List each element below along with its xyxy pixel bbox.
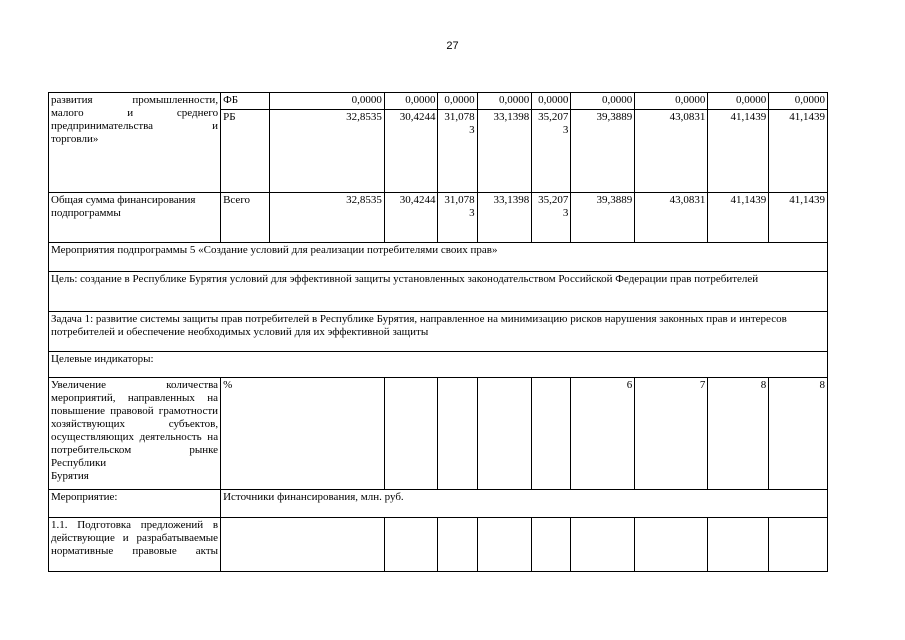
value-cell: 33,1398: [477, 110, 532, 193]
program-table: [48, 92, 828, 572]
value-cell: 30,4244: [384, 110, 438, 193]
value-cell: 41,1439: [708, 193, 769, 243]
table-row-indicator: [49, 378, 828, 490]
empty-cell: [384, 518, 438, 572]
value-cell: [384, 378, 438, 490]
subprogram-name-line: предпринимательства и: [51, 120, 219, 132]
value-cell: 0,0000: [384, 93, 438, 110]
value-cell: [477, 378, 532, 490]
value-cell: 8: [708, 378, 769, 490]
value-cell: 0,0000: [532, 93, 571, 110]
indicator-name-line: хозяйствующих субъектов,: [51, 418, 219, 430]
value-cell: 7: [635, 378, 708, 490]
event-name-line: действующие и разрабатываемые: [51, 532, 219, 544]
value-cell: 43,0831: [635, 193, 708, 243]
subprogram-name-cell: [49, 93, 221, 193]
source-rb: РБ: [221, 110, 269, 193]
value-cell: 32,8535: [269, 110, 384, 193]
empty-cell: [769, 518, 828, 572]
indicator-name-line: Бурятия: [51, 470, 89, 482]
section-events-title: Мероприятия подпрограммы 5 «Создание условий для реализации потребителями своих прав»: [49, 243, 828, 272]
value-cell: 0,0000: [769, 93, 828, 110]
subprogram-name-line: малого и среднего: [51, 107, 219, 119]
table-row-section: [49, 243, 828, 272]
value-cell: 6: [571, 378, 635, 490]
value-cell: 31,0783: [438, 193, 477, 243]
value-cell: 8: [769, 378, 828, 490]
indicator-name-line: осуществляющих деятельность на: [51, 431, 219, 443]
indicator-name-line: Увеличение количества: [51, 379, 219, 391]
value-cell: 30,4244: [384, 193, 438, 243]
value-cell: 0,0000: [269, 93, 384, 110]
empty-cell: [221, 518, 385, 572]
event-label: Мероприятие:: [49, 490, 221, 518]
empty-cell: [438, 518, 477, 572]
table-row-fb: [49, 93, 828, 110]
value-cell: 0,0000: [635, 93, 708, 110]
value-cell: 32,8535: [269, 193, 384, 243]
value-cell: [438, 378, 477, 490]
value-cell: 41,1439: [769, 193, 828, 243]
indicator-name-line: мероприятий, направленных на: [51, 392, 219, 404]
value-cell: 0,0000: [708, 93, 769, 110]
empty-cell: [571, 518, 635, 572]
event-name-line: 1.1. Подготовка предложений в: [51, 519, 219, 531]
table-row-event-1-1: [49, 518, 828, 572]
funding-sources-header: Источники финансирования, млн. руб.: [221, 490, 828, 518]
indicator-unit: %: [221, 378, 385, 490]
goal-text: Цель: создание в Республике Бурятия условий для эффективной защиты установленных законодательством Российской Федерации прав потребителей: [49, 272, 828, 312]
table-row-task: [49, 312, 828, 352]
value-cell: 43,0831: [635, 110, 708, 193]
value-cell: 35,2073: [532, 193, 571, 243]
indicator-name-cell: [49, 378, 221, 490]
table-row-goal: [49, 272, 828, 312]
value-cell: 31,0783: [438, 110, 477, 193]
table-row-total: [49, 193, 828, 243]
table-row-event-header: [49, 490, 828, 518]
value-cell: [532, 378, 571, 490]
value-cell: 33,1398: [477, 193, 532, 243]
value-cell: 39,3889: [571, 193, 635, 243]
empty-cell: [532, 518, 571, 572]
value-cell: 35,2073: [532, 110, 571, 193]
value-cell: 39,3889: [571, 110, 635, 193]
subprogram-name-line: торговли»: [51, 133, 99, 145]
value-cell: 0,0000: [571, 93, 635, 110]
indicators-header: Целевые индикаторы:: [49, 352, 828, 378]
subprogram-name-line: развития промышленности,: [51, 94, 219, 106]
value-cell: 0,0000: [438, 93, 477, 110]
source-fb: ФБ: [221, 93, 269, 110]
indicator-name-line: повышение правовой грамотности: [51, 405, 219, 417]
event-1-1-name-cell: [49, 518, 221, 572]
value-cell: 41,1439: [769, 110, 828, 193]
value-cell: 41,1439: [708, 110, 769, 193]
page-number: 27: [446, 40, 459, 52]
empty-cell: [477, 518, 532, 572]
empty-cell: [635, 518, 708, 572]
table-row-indicators-header: [49, 352, 828, 378]
value-cell: 0,0000: [477, 93, 532, 110]
source-total: Всего: [221, 193, 269, 243]
task-text: Задача 1: развитие системы защиты прав потребителей в Республике Бурятия, направленное на минимизацию рисков нарушения законных прав и интересов потребителей и обеспечение необходимых условий для их эффективной защиты: [49, 312, 828, 352]
event-name-line: нормативные правовые акты: [51, 545, 219, 557]
total-name-cell: Общая сумма финансирования подпрограммы: [49, 193, 221, 243]
indicator-name-line: потребительском рынке Республики: [51, 444, 219, 469]
empty-cell: [708, 518, 769, 572]
